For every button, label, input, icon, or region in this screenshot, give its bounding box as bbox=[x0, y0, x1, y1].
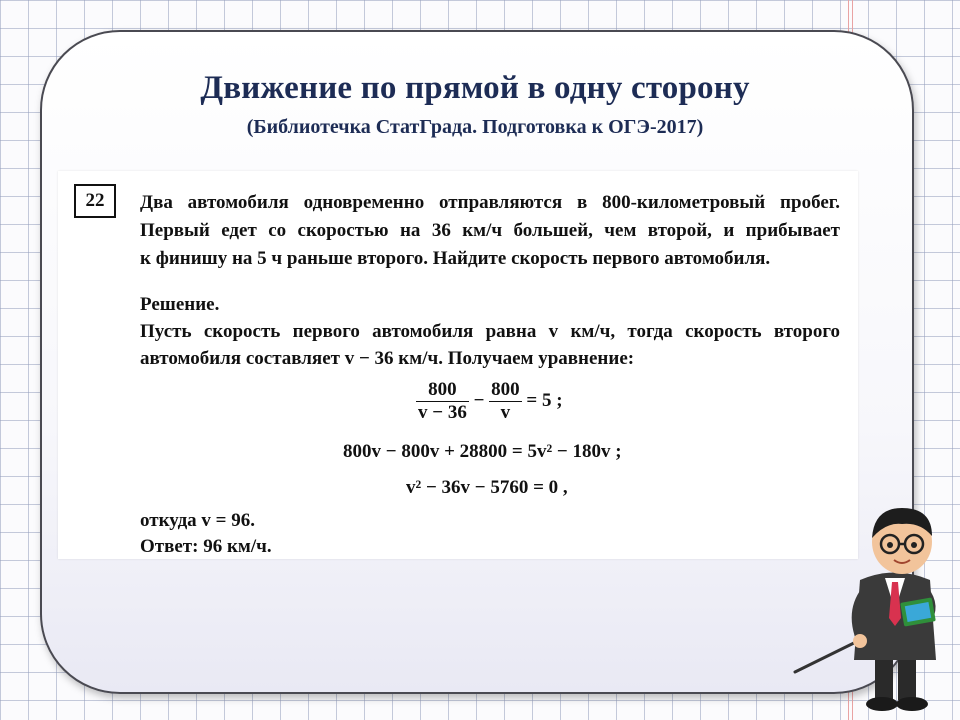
solution-line: Пусть скорость первого автомобиля равна v км/ч, тогда скорость второго bbox=[140, 321, 840, 342]
equation-fractions bbox=[416, 379, 563, 424]
solution-heading: Решение. bbox=[140, 294, 220, 315]
equation-expanded: 800v − 800v + 28800 = 5v² − 180v ; bbox=[343, 441, 622, 462]
teacher-character-icon bbox=[790, 500, 960, 715]
numerator: 800 bbox=[491, 379, 520, 400]
fraction bbox=[416, 379, 469, 424]
equation-rhs: = 5 ; bbox=[526, 389, 563, 411]
minus-sign: − bbox=[473, 389, 485, 411]
problem-sheet bbox=[58, 171, 858, 559]
equation-quadratic: v² − 36v − 5760 = 0 , bbox=[406, 477, 568, 498]
fraction bbox=[489, 379, 522, 424]
problem-text bbox=[140, 189, 840, 273]
solution-text bbox=[140, 291, 840, 372]
slide-title: Движение по прямой в одну сторону bbox=[200, 70, 750, 106]
solution-line: автомобиля составляет v − 36 км/ч. Получаем уравнение: bbox=[140, 348, 635, 369]
problem-number: 22 bbox=[74, 184, 116, 218]
denominator: v bbox=[489, 401, 522, 424]
problem-line: Два автомобиля одновременно отправляются в 800-километровый пробег. bbox=[140, 192, 840, 213]
answer-line: Ответ: 96 км/ч. bbox=[140, 536, 272, 557]
slide-subtitle: (Библиотечка СтатГрада. Подготовка к ОГЭ-2017) bbox=[246, 116, 704, 138]
problem-line: Первый едет со скоростью на 36 км/ч большей, чем второй, и прибывает bbox=[140, 220, 840, 241]
result-line: откуда v = 96. bbox=[140, 510, 256, 531]
numerator: 800 bbox=[428, 379, 457, 400]
denominator: v − 36 bbox=[418, 402, 467, 423]
problem-line: к финишу на 5 ч раньше второго. Найдите скорость первого автомобиля. bbox=[140, 248, 771, 269]
